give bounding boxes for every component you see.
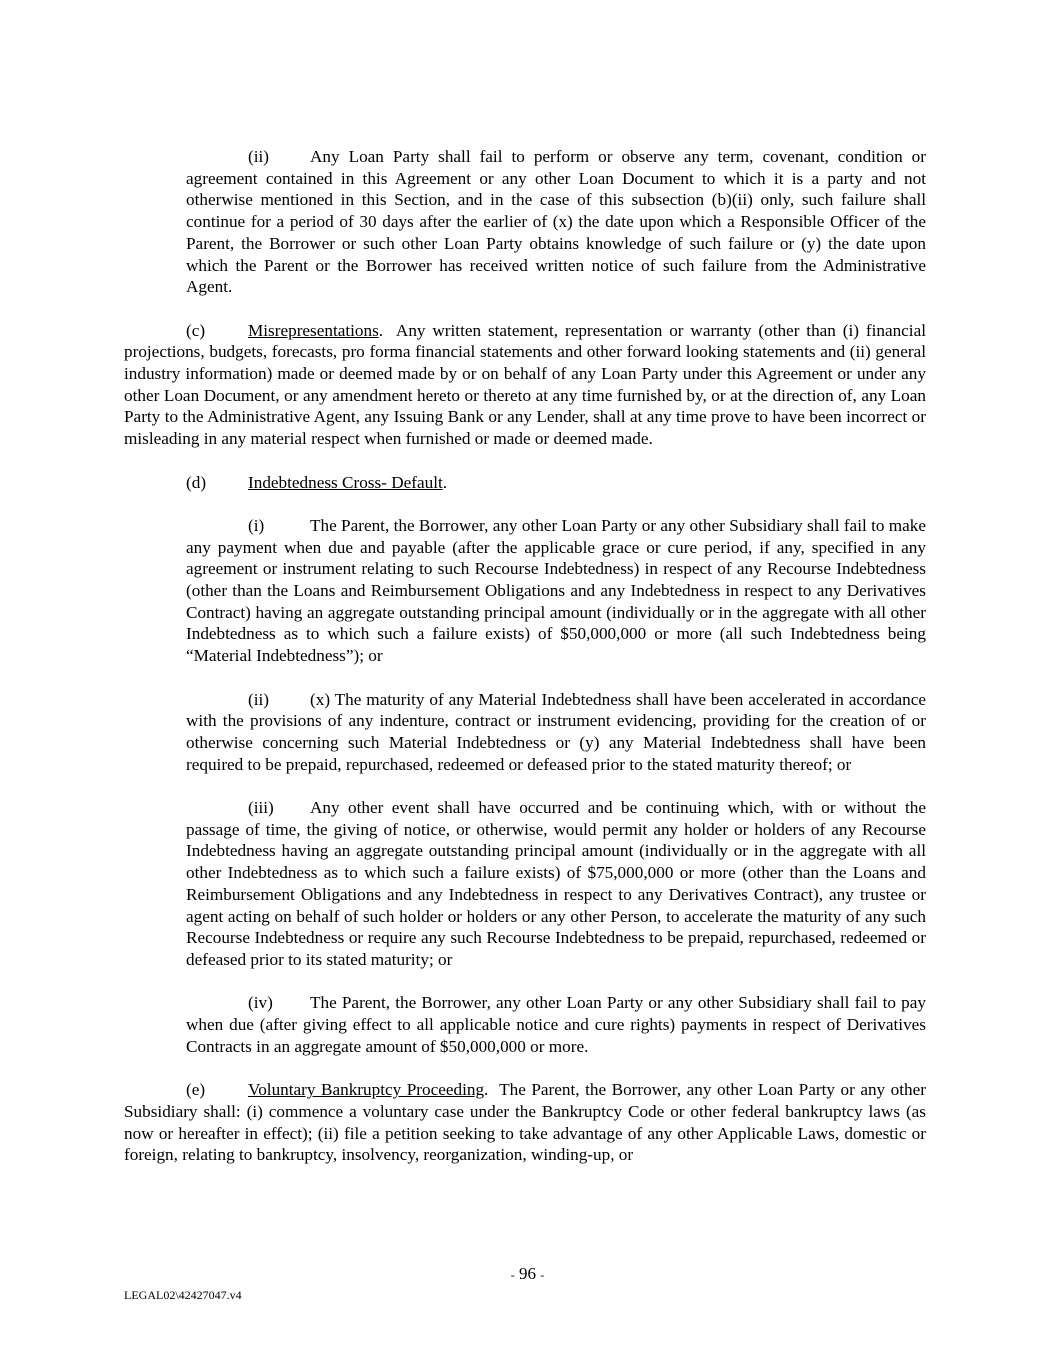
heading-punctuation: . bbox=[378, 320, 384, 340]
paragraph-d-ii bbox=[186, 689, 926, 776]
paragraph-number: (iv) bbox=[248, 993, 273, 1013]
document-id: LEGAL02\42427047.v4 bbox=[124, 1288, 242, 1302]
paragraph-c bbox=[124, 320, 926, 450]
paragraph-number: (ii) bbox=[248, 689, 269, 709]
paragraph-number: (ii) bbox=[248, 147, 269, 166]
paragraph-d-iv bbox=[186, 992, 926, 1057]
paragraph-number: (i) bbox=[248, 515, 265, 535]
paragraph-d-iii bbox=[186, 797, 926, 971]
document-body bbox=[124, 146, 926, 1188]
page-number bbox=[0, 1264, 1055, 1284]
paragraph-d bbox=[124, 472, 926, 494]
paragraph-text: (x) The maturity of any Material Indebtedness shall have been accelerated in accordance with the provisions of any indenture, contract or instrument evidencing, providing for the creation of or otherwise concerning such Material Indebtedness or (y) any Material Indebtedness shall have been required to be prepaid, repurchased, redeemed or defeased prior to the stated maturity thereof; or bbox=[186, 689, 926, 774]
page-number-dash-right: - bbox=[540, 1268, 545, 1282]
paragraph-text: Any written statement, representation or warranty (other than (i) financial projections, budgets, forecasts, pro forma financial statements and other forward looking statements and (ii) general industry information) made or deemed made by or on behalf of any Loan Party under this Agreement or under any other Loan Document, or any amendment hereto or thereto at any time furnished by, or at the direction of, any Loan Party to the Administrative Agent, any Issuing Bank or any Lender, shall at any time prove to have been incorrect or misleading in any material respect when furnished or made or deemed made. bbox=[124, 320, 926, 449]
paragraph-e bbox=[124, 1079, 926, 1166]
section-heading-voluntary-bankruptcy: Voluntary Bankruptcy Proceeding bbox=[248, 1080, 485, 1100]
section-heading-misrepresentations: Misrepresentations bbox=[248, 320, 379, 340]
page-number-dash-left: - bbox=[510, 1268, 515, 1282]
heading-punctuation: . bbox=[484, 1080, 489, 1100]
paragraph-text: The Parent, the Borrower, any other Loan Party or any other Subsidiary shall fail to make any payment when due and payable (after the applicable grace or cure period, if any, specified in any agreement or instrument relating to such Recourse Indebtedness) in respect of any Recourse Indebtedness (other than the Loans and Reimbursement Obligations and any Indebtedness in respect to any Derivatives Contract) having an aggregate outstanding principal amount (individually or in the aggregate with all other Indebtedness as to which such a failure exists) of $50,000,000 or more (all such Indebtedness being “Material Indebtedness”); or bbox=[186, 515, 926, 666]
paragraph-text: The Parent, the Borrower, any other Loan Party or any other Subsidiary shall: (i) commence a voluntary case under the Bankruptcy Code or other federal bankruptcy laws (as now or hereafter in effect); (ii) file a petition seeking to take advantage of any other Applicable Laws, domestic or foreign, relating to bankruptcy, insolvency, reorganization, winding-up, or bbox=[124, 1080, 926, 1165]
paragraph-b-ii bbox=[186, 146, 926, 298]
paragraph-d-i bbox=[186, 515, 926, 667]
paragraph-text: Any other event shall have occurred and be continuing which, with or without the passage of time, the giving of notice, or otherwise, would permit any holder or holders of any Recourse Indebtedness having an aggregate outstanding principal amount (individually or in the aggregate with all other Indebtedness as to which such a failure exists) of $75,000,000 or more (other than the Loans and Reimbursement Obligations and any Indebtedness in respect to any Derivatives Contract), any trustee or agent acting on behalf of such holder or holders or any other Person, to accelerate the maturity of any such Recourse Indebtedness or require any such Recourse Indebtedness to be prepaid, repurchased, redeemed or defeased prior to its stated maturity; or bbox=[186, 798, 926, 969]
paragraph-number: (iii) bbox=[248, 798, 274, 818]
section-heading-indebtedness-cross-default: Indebtedness Cross- Default bbox=[248, 472, 443, 492]
paragraph-number: (c) bbox=[186, 320, 206, 340]
paragraph-text: The Parent, the Borrower, any other Loan Party or any other Subsidiary shall fail to pay when due (after giving effect to all applicable notice and cure rights) payments in respect of Derivatives Contracts in an aggregate amount of $50,000,000 or more. bbox=[186, 993, 926, 1056]
heading-punctuation: . bbox=[442, 472, 448, 492]
page-number-value: 96 bbox=[519, 1264, 536, 1283]
paragraph-number: (d) bbox=[186, 472, 207, 492]
paragraph-number: (e) bbox=[186, 1080, 206, 1100]
paragraph-text: Any Loan Party shall fail to perform or observe any term, covenant, condition or agreement contained in this Agreement or any other Loan Document to which it is a party and not otherwise mentioned in this Section, and in the case of this subsection (b)(ii) only, such failure shall continue for a period of 30 days after the earlier of (x) the date upon which a Responsible Officer of the Parent, the Borrower or such other Loan Party obtains knowledge of such failure or (y) the date upon which the Parent or the Borrower has received written notice of such failure from the Administrative Agent. bbox=[186, 147, 926, 297]
